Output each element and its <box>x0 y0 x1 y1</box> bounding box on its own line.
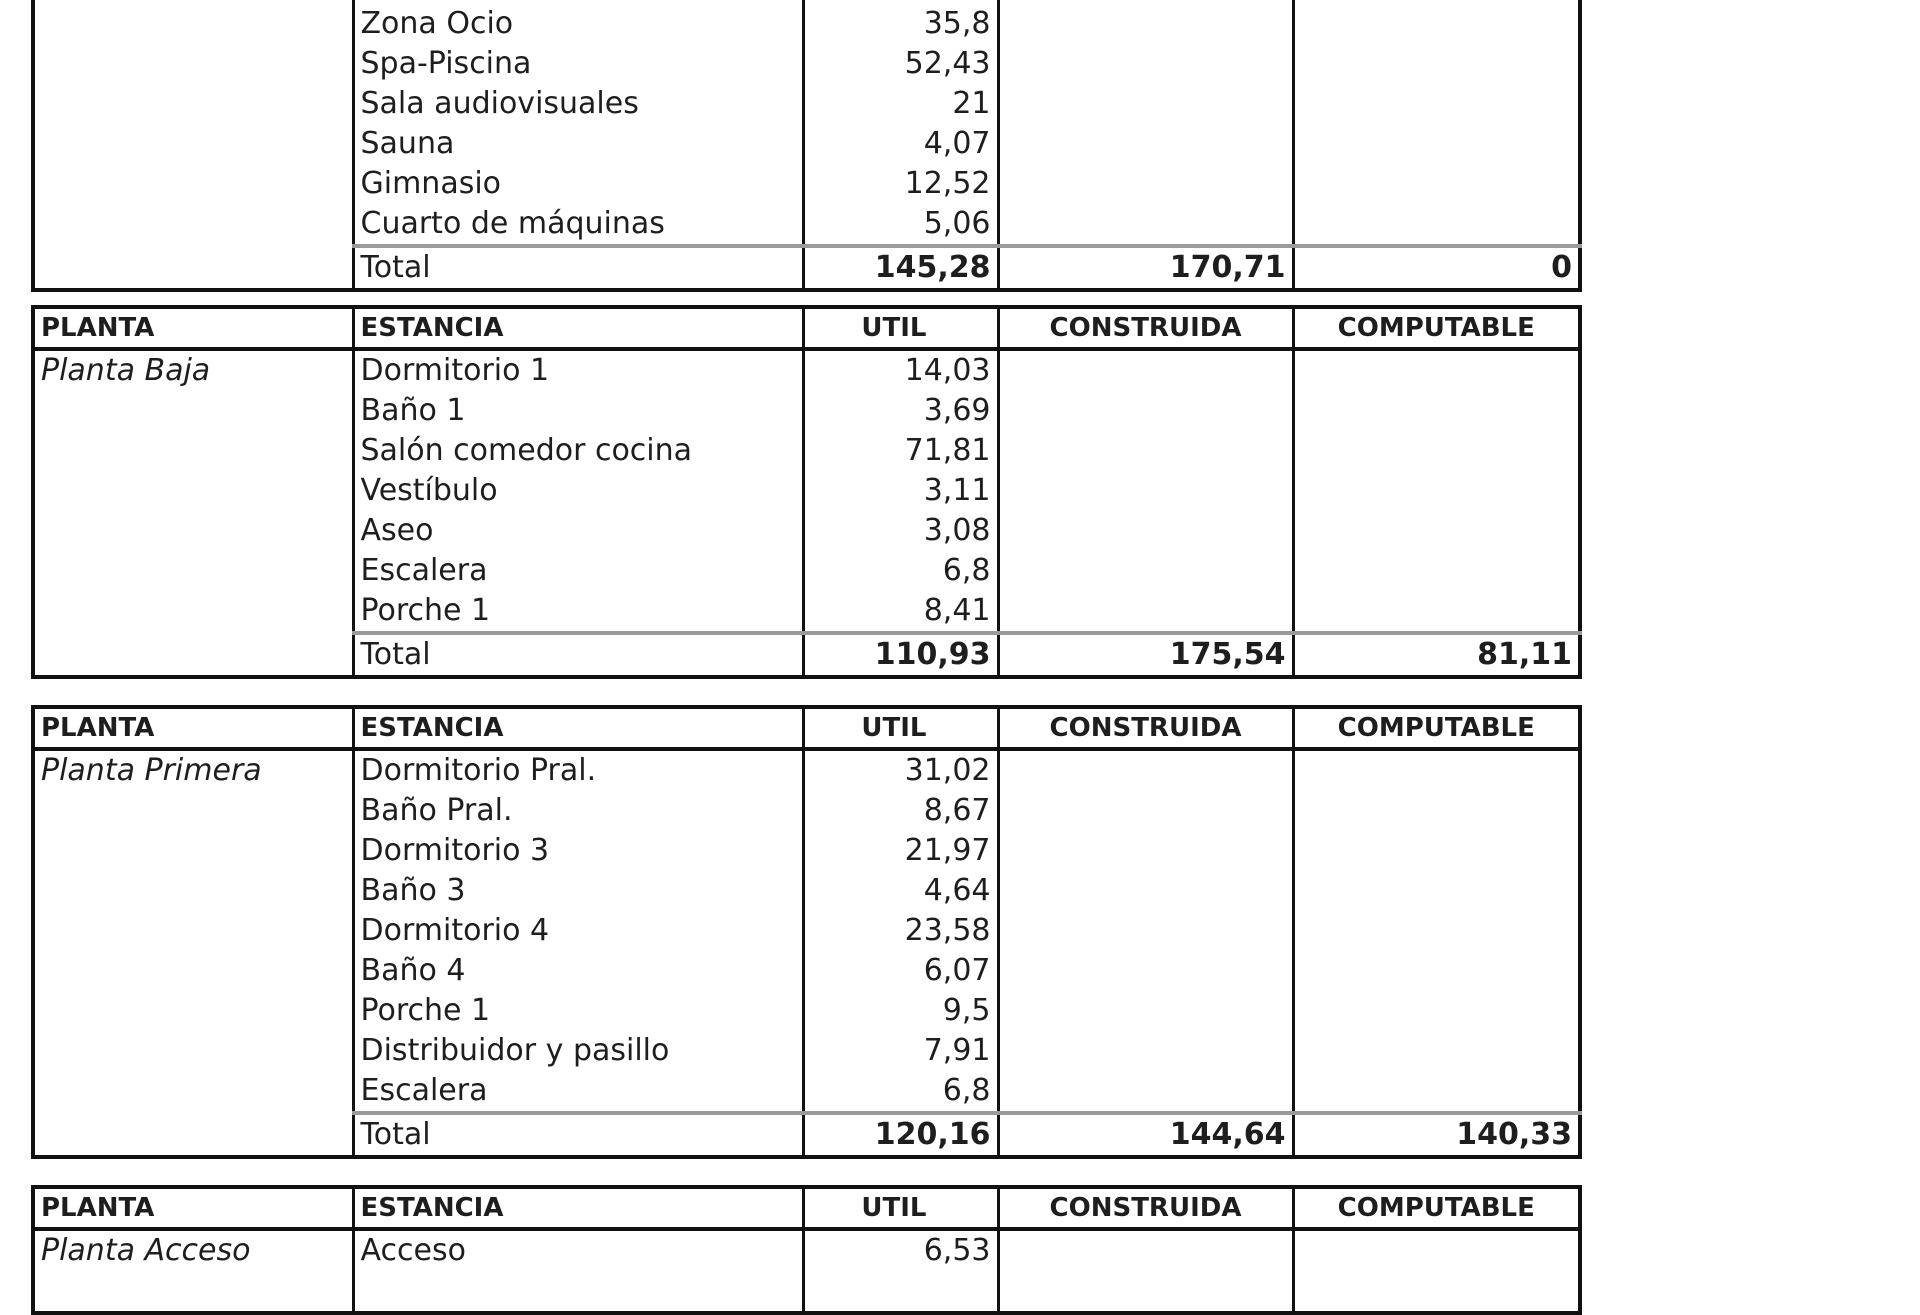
util-cell: 6,8 <box>803 551 998 591</box>
estancia-cell: Dormitorio 4 <box>353 911 803 951</box>
estancia-cell: Escalera <box>353 551 803 591</box>
header-row <box>33 707 1580 749</box>
header-computable: COMPUTABLE <box>1293 707 1580 749</box>
total-computable: 81,11 <box>1293 633 1580 677</box>
table-row <box>33 204 1580 246</box>
header-row <box>33 1187 1580 1229</box>
estancia-cell: Sala audiovisuales <box>353 84 803 124</box>
table-row <box>33 1071 1580 1113</box>
table-row <box>33 44 1580 84</box>
util-cell: 21,97 <box>803 831 998 871</box>
header-planta: PLANTA <box>33 1187 353 1229</box>
table-row <box>33 591 1580 633</box>
table-row <box>33 551 1580 591</box>
util-cell: 35,8 <box>803 4 998 44</box>
header-computable: COMPUTABLE <box>1293 1187 1580 1229</box>
estancia-cell: Dormitorio Pral. <box>353 749 803 791</box>
table-row <box>33 164 1580 204</box>
header-planta: PLANTA <box>33 307 353 349</box>
header-estancia: ESTANCIA <box>353 307 803 349</box>
util-cell: 4,07 <box>803 124 998 164</box>
planta-name: Planta Primera <box>41 753 262 788</box>
total-construida: 144,64 <box>998 1113 1293 1157</box>
header-row <box>33 307 1580 349</box>
total-label: Total <box>353 1113 803 1157</box>
table-row <box>33 831 1580 871</box>
table-row <box>33 349 1580 391</box>
table-row <box>33 791 1580 831</box>
surface-table-sotano <box>31 0 1582 292</box>
util-cell: 21 <box>803 84 998 124</box>
estancia-cell: Vestíbulo <box>353 471 803 511</box>
table-row <box>33 951 1580 991</box>
total-label: Total <box>353 633 803 677</box>
table-row <box>33 391 1580 431</box>
util-cell: 3,08 <box>803 511 998 551</box>
util-cell: 31,02 <box>803 749 998 791</box>
header-construida: CONSTRUIDA <box>998 1187 1293 1229</box>
header-planta: PLANTA <box>33 707 353 749</box>
surface-table-planta-baja <box>31 305 1582 679</box>
total-row <box>33 1113 1580 1157</box>
util-cell: 6,07 <box>803 951 998 991</box>
table-row <box>33 84 1580 124</box>
util-cell: 3,69 <box>803 391 998 431</box>
table-row <box>33 124 1580 164</box>
estancia-cell: Sauna <box>353 124 803 164</box>
total-util: 145,28 <box>803 246 998 290</box>
total-construida: 175,54 <box>998 633 1293 677</box>
util-cell: 7,91 <box>803 1031 998 1071</box>
estancia-cell: Distribuidor y pasillo <box>353 1031 803 1071</box>
util-cell: 12,52 <box>803 164 998 204</box>
total-row <box>33 633 1580 677</box>
table-row <box>33 471 1580 511</box>
table-row <box>33 511 1580 551</box>
util-cell: 8,67 <box>803 791 998 831</box>
estancia-cell: Escalera <box>353 1071 803 1113</box>
estancia-cell: Cuarto de máquinas <box>353 204 803 246</box>
estancia-cell: Aseo <box>353 511 803 551</box>
estancia-cell: Dormitorio 3 <box>353 831 803 871</box>
table-row <box>33 4 1580 44</box>
estancia-cell: Baño 1 <box>353 391 803 431</box>
surface-table-planta-primera <box>31 705 1582 1159</box>
planta-name: Planta Baja <box>41 353 211 388</box>
table-row <box>33 1229 1580 1271</box>
estancia-cell: Baño 3 <box>353 871 803 911</box>
estancia-cell: Porche 1 <box>353 991 803 1031</box>
total-util: 120,16 <box>803 1113 998 1157</box>
util-cell: 3,11 <box>803 471 998 511</box>
estancia-cell: Baño Pral. <box>353 791 803 831</box>
table-row <box>33 911 1580 951</box>
header-util: UTIL <box>803 1187 998 1229</box>
estancia-cell: Spa-Piscina <box>353 44 803 84</box>
planta-name: Planta Acceso <box>41 1233 251 1268</box>
surface-table-planta-acceso <box>31 1185 1582 1315</box>
header-construida: CONSTRUIDA <box>998 707 1293 749</box>
header-util: UTIL <box>803 707 998 749</box>
util-cell: 5,06 <box>803 204 998 246</box>
util-cell: 6,53 <box>803 1229 998 1271</box>
table-row <box>33 1271 1580 1313</box>
total-row <box>33 246 1580 290</box>
total-computable: 140,33 <box>1293 1113 1580 1157</box>
util-cell: 52,43 <box>803 44 998 84</box>
estancia-cell: Salón comedor cocina <box>353 431 803 471</box>
util-cell: 6,8 <box>803 1071 998 1113</box>
util-cell: 4,64 <box>803 871 998 911</box>
header-computable: COMPUTABLE <box>1293 307 1580 349</box>
table-row <box>33 1031 1580 1071</box>
util-cell: 8,41 <box>803 591 998 633</box>
estancia-cell: Gimnasio <box>353 164 803 204</box>
estancia-cell: Dormitorio 1 <box>353 349 803 391</box>
estancia-cell: Baño 4 <box>353 951 803 991</box>
header-estancia: ESTANCIA <box>353 1187 803 1229</box>
table-row <box>33 431 1580 471</box>
total-computable: 0 <box>1293 246 1580 290</box>
total-util: 110,93 <box>803 633 998 677</box>
estancia-cell: Acceso <box>353 1229 803 1271</box>
total-label: Total <box>353 246 803 290</box>
table-row <box>33 991 1580 1031</box>
util-cell: 9,5 <box>803 991 998 1031</box>
estancia-cell: Zona Ocio <box>353 4 803 44</box>
util-cell: 14,03 <box>803 349 998 391</box>
planta-cell <box>33 4 353 44</box>
total-construida: 170,71 <box>998 246 1293 290</box>
header-estancia: ESTANCIA <box>353 707 803 749</box>
util-cell: 71,81 <box>803 431 998 471</box>
table-row <box>33 749 1580 791</box>
table-row <box>33 871 1580 911</box>
util-cell: 23,58 <box>803 911 998 951</box>
estancia-cell: Porche 1 <box>353 591 803 633</box>
header-util: UTIL <box>803 307 998 349</box>
header-construida: CONSTRUIDA <box>998 307 1293 349</box>
